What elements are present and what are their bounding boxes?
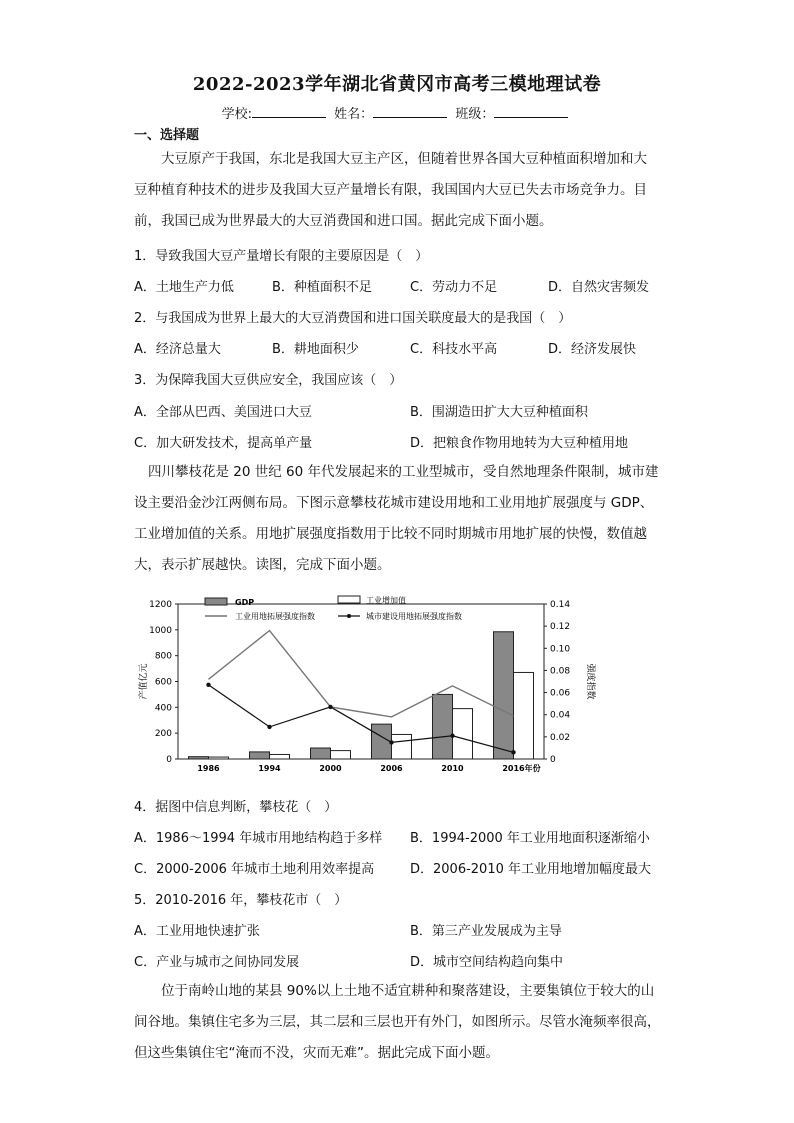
left-axis-tick-label: 0 (166, 755, 172, 765)
bar-industrial-value (514, 672, 534, 759)
section-heading: 一、选择题 (134, 128, 200, 143)
q3-option-c[interactable]: C．加大研发技术，提高单产量 (134, 436, 313, 451)
question-4-stem: 4．据图中信息判断，攀枝花（ ） (134, 800, 338, 815)
question-5-stem: 5．2010-2016 年，攀枝花市（ ） (134, 893, 348, 908)
passage-line: 豆种植育种技术的进步及我国大豆产量增长有限，我国国内大豆已失去市场竞争力。目 (134, 182, 647, 198)
q3-option-b[interactable]: B．围湖造田扩大大豆种植面积 (410, 405, 588, 420)
bar-gdp (372, 724, 392, 759)
student-info (0, 103, 794, 122)
q1-option-b[interactable]: B．种植面积不足 (272, 280, 372, 295)
industrial-land-index-line (209, 631, 514, 717)
left-axis-tick-label: 1000 (149, 625, 172, 636)
legend-industrial-index-label: 工业用地拓展强度指数 (235, 612, 315, 621)
passage-line: 但这些集镇住宅“淹而不没，灾而无难”。据此完成下面小题。 (134, 1045, 499, 1061)
right-axis-tick-label: 0 (550, 755, 556, 765)
q5-option-d[interactable]: D．城市空间结构趋向集中 (410, 955, 564, 970)
q4-option-d[interactable]: D．2006-2010 年工业用地增加幅度最大 (410, 862, 652, 877)
right-axis-tick-label: 0.08 (550, 666, 571, 677)
bar-industrial-value (270, 754, 290, 759)
left-axis-tick-label: 200 (154, 729, 172, 740)
q5-option-a[interactable]: A．工业用地快速扩张 (134, 924, 260, 939)
q4-option-b[interactable]: B．1994-2000 年工业用地面积逐渐缩小 (410, 831, 650, 846)
class-label: 班级： (455, 107, 495, 122)
q5-option-b[interactable]: B．第三产业发展成为主导 (410, 924, 562, 939)
bar-industrial-value (331, 751, 351, 759)
x-axis-category-label: 2006 (380, 764, 403, 773)
passage-line: 设主要沿金沙江两侧布局。下图示意攀枝花城市建设用地和工业用地扩展强度与 GDP、 (134, 495, 654, 511)
passage-line: 前，我国已成为世界最大的大豆消费国和进口国。据此完成下面小题。 (134, 213, 553, 229)
question-1-stem: 1．导致我国大豆产量增长有限的主要原因是（ ） (134, 249, 429, 264)
school-blank[interactable] (252, 105, 326, 118)
right-axis-tick-label: 0.02 (550, 732, 571, 743)
school-label: 学校: (221, 107, 253, 122)
bar-gdp (311, 748, 331, 759)
left-axis-tick-label: 1200 (149, 600, 172, 610)
q1-option-a[interactable]: A．土地生产力低 (134, 280, 234, 295)
q5-option-c[interactable]: C．产业与城市之间协同发展 (134, 955, 300, 970)
legend-gdp-label: GDP (235, 598, 255, 607)
left-axis-tick-label: 600 (154, 677, 172, 688)
left-axis-tick-label: 400 (154, 703, 172, 714)
bar-industrial-value (392, 734, 412, 759)
passage-3 (134, 976, 662, 1069)
class-blank[interactable] (494, 105, 568, 118)
q4-option-c[interactable]: C．2000-2006 年城市土地利用效率提高 (134, 862, 375, 877)
exam-title: 2022-2023学年湖北省黄冈市高考三模地理试卷 (192, 74, 602, 95)
right-axis-tick-label: 0.10 (550, 644, 571, 655)
q2-option-b[interactable]: B．耕地面积少 (272, 342, 359, 357)
q3-option-a[interactable]: A．全部从巴西、美国进口大豆 (134, 405, 312, 420)
x-axis-category-label: 1986 (197, 764, 220, 773)
passage-line: 大豆原产于我国，东北是我国大豆主产区，但随着世界各国大豆种植面积增加和大 (161, 151, 647, 167)
y2-axis-label: 强度指数 (585, 663, 595, 700)
passage-line: 工业增加值的关系。用地扩展强度指数用于比较不同时期城市用地扩展的快慢，数值越 (134, 526, 647, 542)
bar-gdp (494, 632, 514, 759)
bar-gdp (189, 757, 209, 759)
q1-option-c[interactable]: C．劳动力不足 (410, 280, 498, 295)
urban-land-index-point (267, 725, 271, 729)
q2-option-a[interactable]: A．经济总量大 (134, 342, 221, 357)
q2-option-d[interactable]: D．经济发展快 (548, 342, 637, 357)
x-axis-category-label: 2010 (441, 764, 464, 773)
bar-gdp (433, 694, 453, 759)
urban-land-index-point (450, 734, 454, 738)
x-axis-category-label: 2016年份 (502, 764, 541, 773)
right-axis-tick-label: 0.14 (550, 600, 571, 610)
q2-option-c[interactable]: C．科技水平高 (410, 342, 498, 357)
right-axis-tick-label: 0.12 (550, 622, 571, 633)
name-label: 姓名： (334, 107, 374, 122)
gdp-land-expansion-chart (0, 590, 794, 780)
passage-line: 间谷地。集镇住宅多为三层，其二层和三层也开有外门，如图所示。尽管水淹频率很高， (134, 1014, 661, 1030)
right-axis-tick-label: 0.06 (550, 688, 571, 699)
question-3-stem: 3．为保障我国大豆供应安全，我国应该（ ） (134, 373, 403, 388)
plot-frame (178, 604, 544, 759)
urban-land-index-point (389, 740, 393, 744)
y-axis-label: 产值亿元 (139, 663, 149, 700)
legend-urban-index-label: 城市建设用地拓展强度指数 (366, 612, 462, 621)
bar-industrial-value (453, 709, 473, 759)
right-axis-tick-label: 0.04 (550, 710, 571, 721)
left-axis-tick-label: 800 (154, 651, 172, 662)
bar-gdp (250, 752, 270, 759)
question-2-stem: 2．与我国成为世界上最大的大豆消费国和进口国关联度最大的是我国（ ） (134, 311, 572, 326)
urban-land-index-point (206, 683, 210, 687)
q3-option-d[interactable]: D．把粮食作物用地转为大豆种植用地 (410, 436, 629, 451)
passage-1 (134, 144, 662, 237)
legend-industrial-value-swatch (338, 596, 360, 603)
passage-line: 大，表示扩展越快。读图，完成下面小题。 (134, 557, 391, 573)
legend-industrial-value-label: 工业增加值 (366, 596, 406, 605)
legend-urban-index-marker (347, 614, 351, 618)
x-axis-category-label: 2000 (319, 764, 342, 773)
passage-line: 四川攀枝花是 20 世纪 60 年代发展起来的工业型城市，受自然地理条件限制，城市建 (148, 464, 659, 480)
passage-2 (134, 457, 662, 581)
passage-line: 位于南岭山地的某县 90%以上土地不适宜耕种和聚落建设，主要集镇位于较大的山 (161, 983, 655, 999)
bar-industrial-value (209, 757, 229, 759)
urban-land-index-point (511, 750, 515, 754)
name-blank[interactable] (373, 105, 447, 118)
q1-option-d[interactable]: D．自然灾害频发 (548, 280, 650, 295)
x-axis-category-label: 1994 (258, 764, 281, 773)
q4-option-a[interactable]: A．1986～1994 年城市用地结构趋于多样 (134, 831, 383, 846)
legend-gdp-swatch (205, 598, 227, 605)
urban-land-index-point (328, 705, 332, 709)
